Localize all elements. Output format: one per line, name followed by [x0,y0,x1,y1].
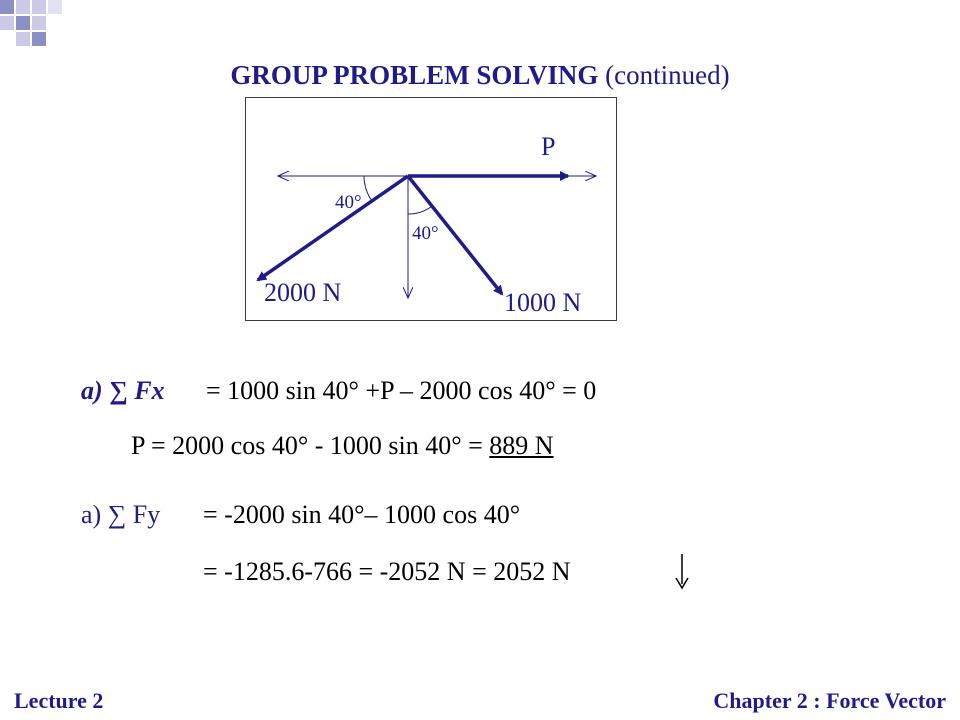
angle-arc-right [408,206,432,214]
p-solution-result: 889 N [489,431,554,460]
angle-arc-left [364,176,372,201]
footer-left: Lecture 2 [14,688,104,713]
force-2000-arrow [258,176,408,280]
corner-decoration [0,0,80,60]
footer-right: Chapter 2 : Force Vector [713,688,946,713]
force-p-label: P [541,132,556,161]
p-solution [131,431,554,461]
angle-right-label: 40° [412,223,439,244]
slide-title [0,58,960,92]
angle-left-label: 40° [335,192,362,213]
slide-title-rest: (continued) [605,60,730,90]
fx-label: a) ∑ Fx [81,376,165,405]
fy-label: a) ∑ Fy [81,500,161,529]
downward-arrow-icon [670,552,694,592]
force-diagram [245,97,617,321]
fy-result: = -1285.6-766 = -2052 N = 2052 N [203,557,571,586]
force-2000-label: 2000 N [264,278,342,307]
fy-expression: = -2000 sin 40°– 1000 cos 40° [203,500,521,529]
p-solution-prefix: P = 2000 cos 40° - 1000 sin 40° = [131,431,483,460]
force-1000-label: 1000 N [504,288,582,317]
fx-expression: = 1000 sin 40° +P – 2000 cos 40° = 0 [206,376,597,405]
slide-title-bold: GROUP PROBLEM SOLVING [230,60,599,90]
